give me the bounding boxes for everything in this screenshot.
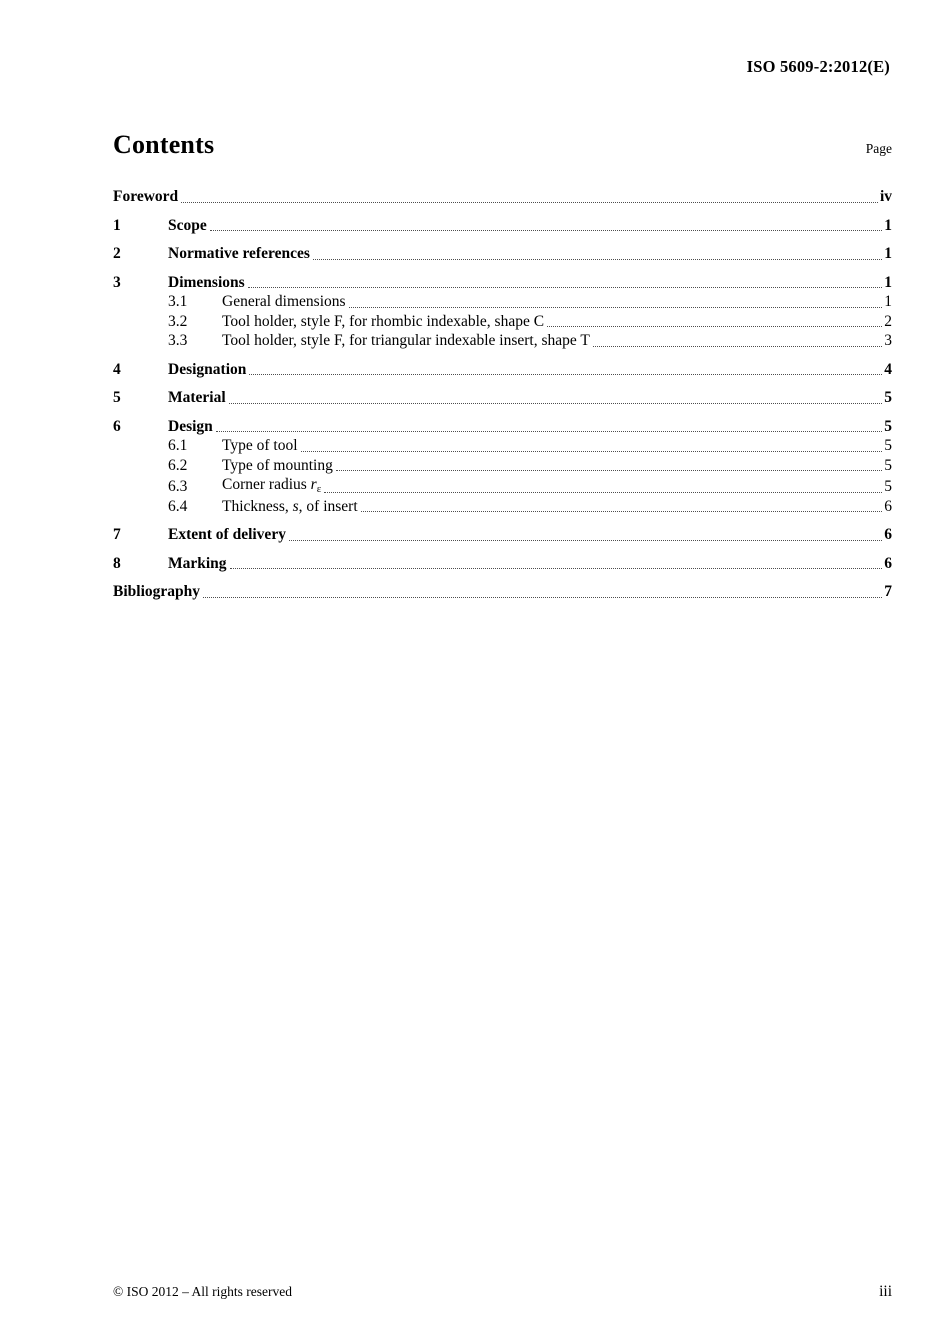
toc-list <box>113 187 892 602</box>
toc-entry-label: Extent of delivery <box>168 526 286 543</box>
folio-page-number: iii <box>879 1283 892 1300</box>
dotted-leader <box>313 259 882 260</box>
toc-entry <box>113 497 892 517</box>
toc-entry-label: General dimensions <box>222 293 346 310</box>
toc-entry-page: 1 <box>884 216 892 234</box>
toc-entry-page: 5 <box>884 456 892 474</box>
dotted-leader <box>301 451 883 452</box>
toc-entry-label: Dimensions <box>168 273 245 291</box>
toc-entry <box>113 312 892 332</box>
dotted-leader <box>230 568 883 569</box>
toc-entry-label: Material <box>168 389 226 406</box>
toc-entry-page: 5 <box>884 478 892 495</box>
copyright-notice: © ISO 2012 – All rights reserved <box>113 1284 292 1299</box>
toc-entry-number: 8 <box>113 554 121 572</box>
toc-entry-label: Type of tool <box>222 437 298 454</box>
toc-entry-number: 3.1 <box>168 293 188 310</box>
toc-entry-page: 5 <box>884 389 892 406</box>
toc-entry-page: 1 <box>884 273 892 291</box>
toc-entry-label: Foreword <box>113 188 179 205</box>
toc-entry-number: 3.3 <box>168 332 188 349</box>
toc-entry <box>113 582 892 602</box>
dotted-leader <box>210 230 883 231</box>
toc-entry-label: Normative references <box>168 245 310 262</box>
dotted-leader <box>289 540 882 541</box>
toc-entry-label: Bibliography <box>113 583 200 600</box>
toc-entry <box>113 244 892 264</box>
toc-entry-page: 6 <box>884 497 892 515</box>
toc-entry-label: Tool holder, style F, for rhombic indexable, shape C <box>222 312 545 330</box>
toc-entry-page: 4 <box>884 360 892 378</box>
document-reference: ISO 5609-2:2012(E) <box>746 57 890 76</box>
toc-entry-number: 6.2 <box>168 456 188 474</box>
toc-entry-number: 3 <box>113 273 121 291</box>
toc-entry-label: Corner radius rε <box>222 476 322 495</box>
document-footer <box>113 1283 892 1301</box>
toc-entry <box>113 554 892 574</box>
toc-entry-number: 6.3 <box>168 478 188 495</box>
toc-entry-label: Marking <box>168 554 227 572</box>
dotted-leader <box>349 307 883 308</box>
toc-entry <box>113 216 892 236</box>
toc-entry-page: 3 <box>884 332 892 349</box>
toc-entry <box>113 417 892 437</box>
toc-entry-page: 7 <box>884 583 892 600</box>
toc-entry <box>113 360 892 380</box>
toc-entry-number: 6.1 <box>168 437 188 454</box>
dotted-leader <box>324 492 882 493</box>
dotted-leader <box>593 346 882 347</box>
toc-entry-number: 1 <box>113 216 121 234</box>
toc-entry <box>113 273 892 293</box>
toc-entry-number: 6 <box>113 417 121 435</box>
toc-entry-page: 5 <box>884 437 892 454</box>
toc-entry-number: 7 <box>113 526 121 543</box>
toc-entry <box>113 388 892 408</box>
toc-entry-page: 6 <box>884 526 892 543</box>
toc-entry-label: Design <box>168 417 213 435</box>
dotted-leader <box>547 326 882 327</box>
dotted-leader <box>216 431 882 432</box>
page-column-label: Page <box>865 141 892 156</box>
dotted-leader <box>203 597 882 598</box>
contents-header <box>113 130 892 160</box>
toc-entry <box>113 436 892 456</box>
contents-title: Contents <box>113 130 215 159</box>
toc-entry-number: 3.2 <box>168 312 188 330</box>
toc-entry <box>113 331 892 351</box>
dotted-leader <box>229 403 883 404</box>
toc-entry-number: 2 <box>113 245 121 262</box>
toc-entry <box>113 456 892 476</box>
dotted-leader <box>181 202 878 203</box>
toc-entry-label: Thickness, s, of insert <box>222 497 358 515</box>
toc-entry <box>113 525 892 545</box>
document-header <box>113 57 890 77</box>
dotted-leader <box>361 511 883 512</box>
dotted-leader <box>249 374 882 375</box>
toc-entry-number: 4 <box>113 360 121 378</box>
toc-entry <box>113 187 892 207</box>
toc-entry-page: 1 <box>884 293 892 310</box>
toc-entry-number: 6.4 <box>168 497 188 515</box>
toc-entry-label: Scope <box>168 216 207 234</box>
toc-entry-number: 5 <box>113 389 121 406</box>
toc-entry-page: iv <box>879 188 892 205</box>
toc-entry <box>113 475 892 497</box>
dotted-leader <box>248 287 883 288</box>
dotted-leader <box>336 470 882 471</box>
toc-entry-page: 2 <box>884 312 892 330</box>
toc-entry-page: 5 <box>884 417 892 435</box>
toc-entry-label: Tool holder, style F, for triangular indexable insert, shape T <box>222 332 590 349</box>
toc-entry-label: Designation <box>168 360 247 378</box>
toc-entry-page: 6 <box>884 554 892 572</box>
toc-entry-page: 1 <box>884 245 892 262</box>
toc-entry-label: Type of mounting <box>222 456 333 474</box>
toc-entry <box>113 292 892 312</box>
